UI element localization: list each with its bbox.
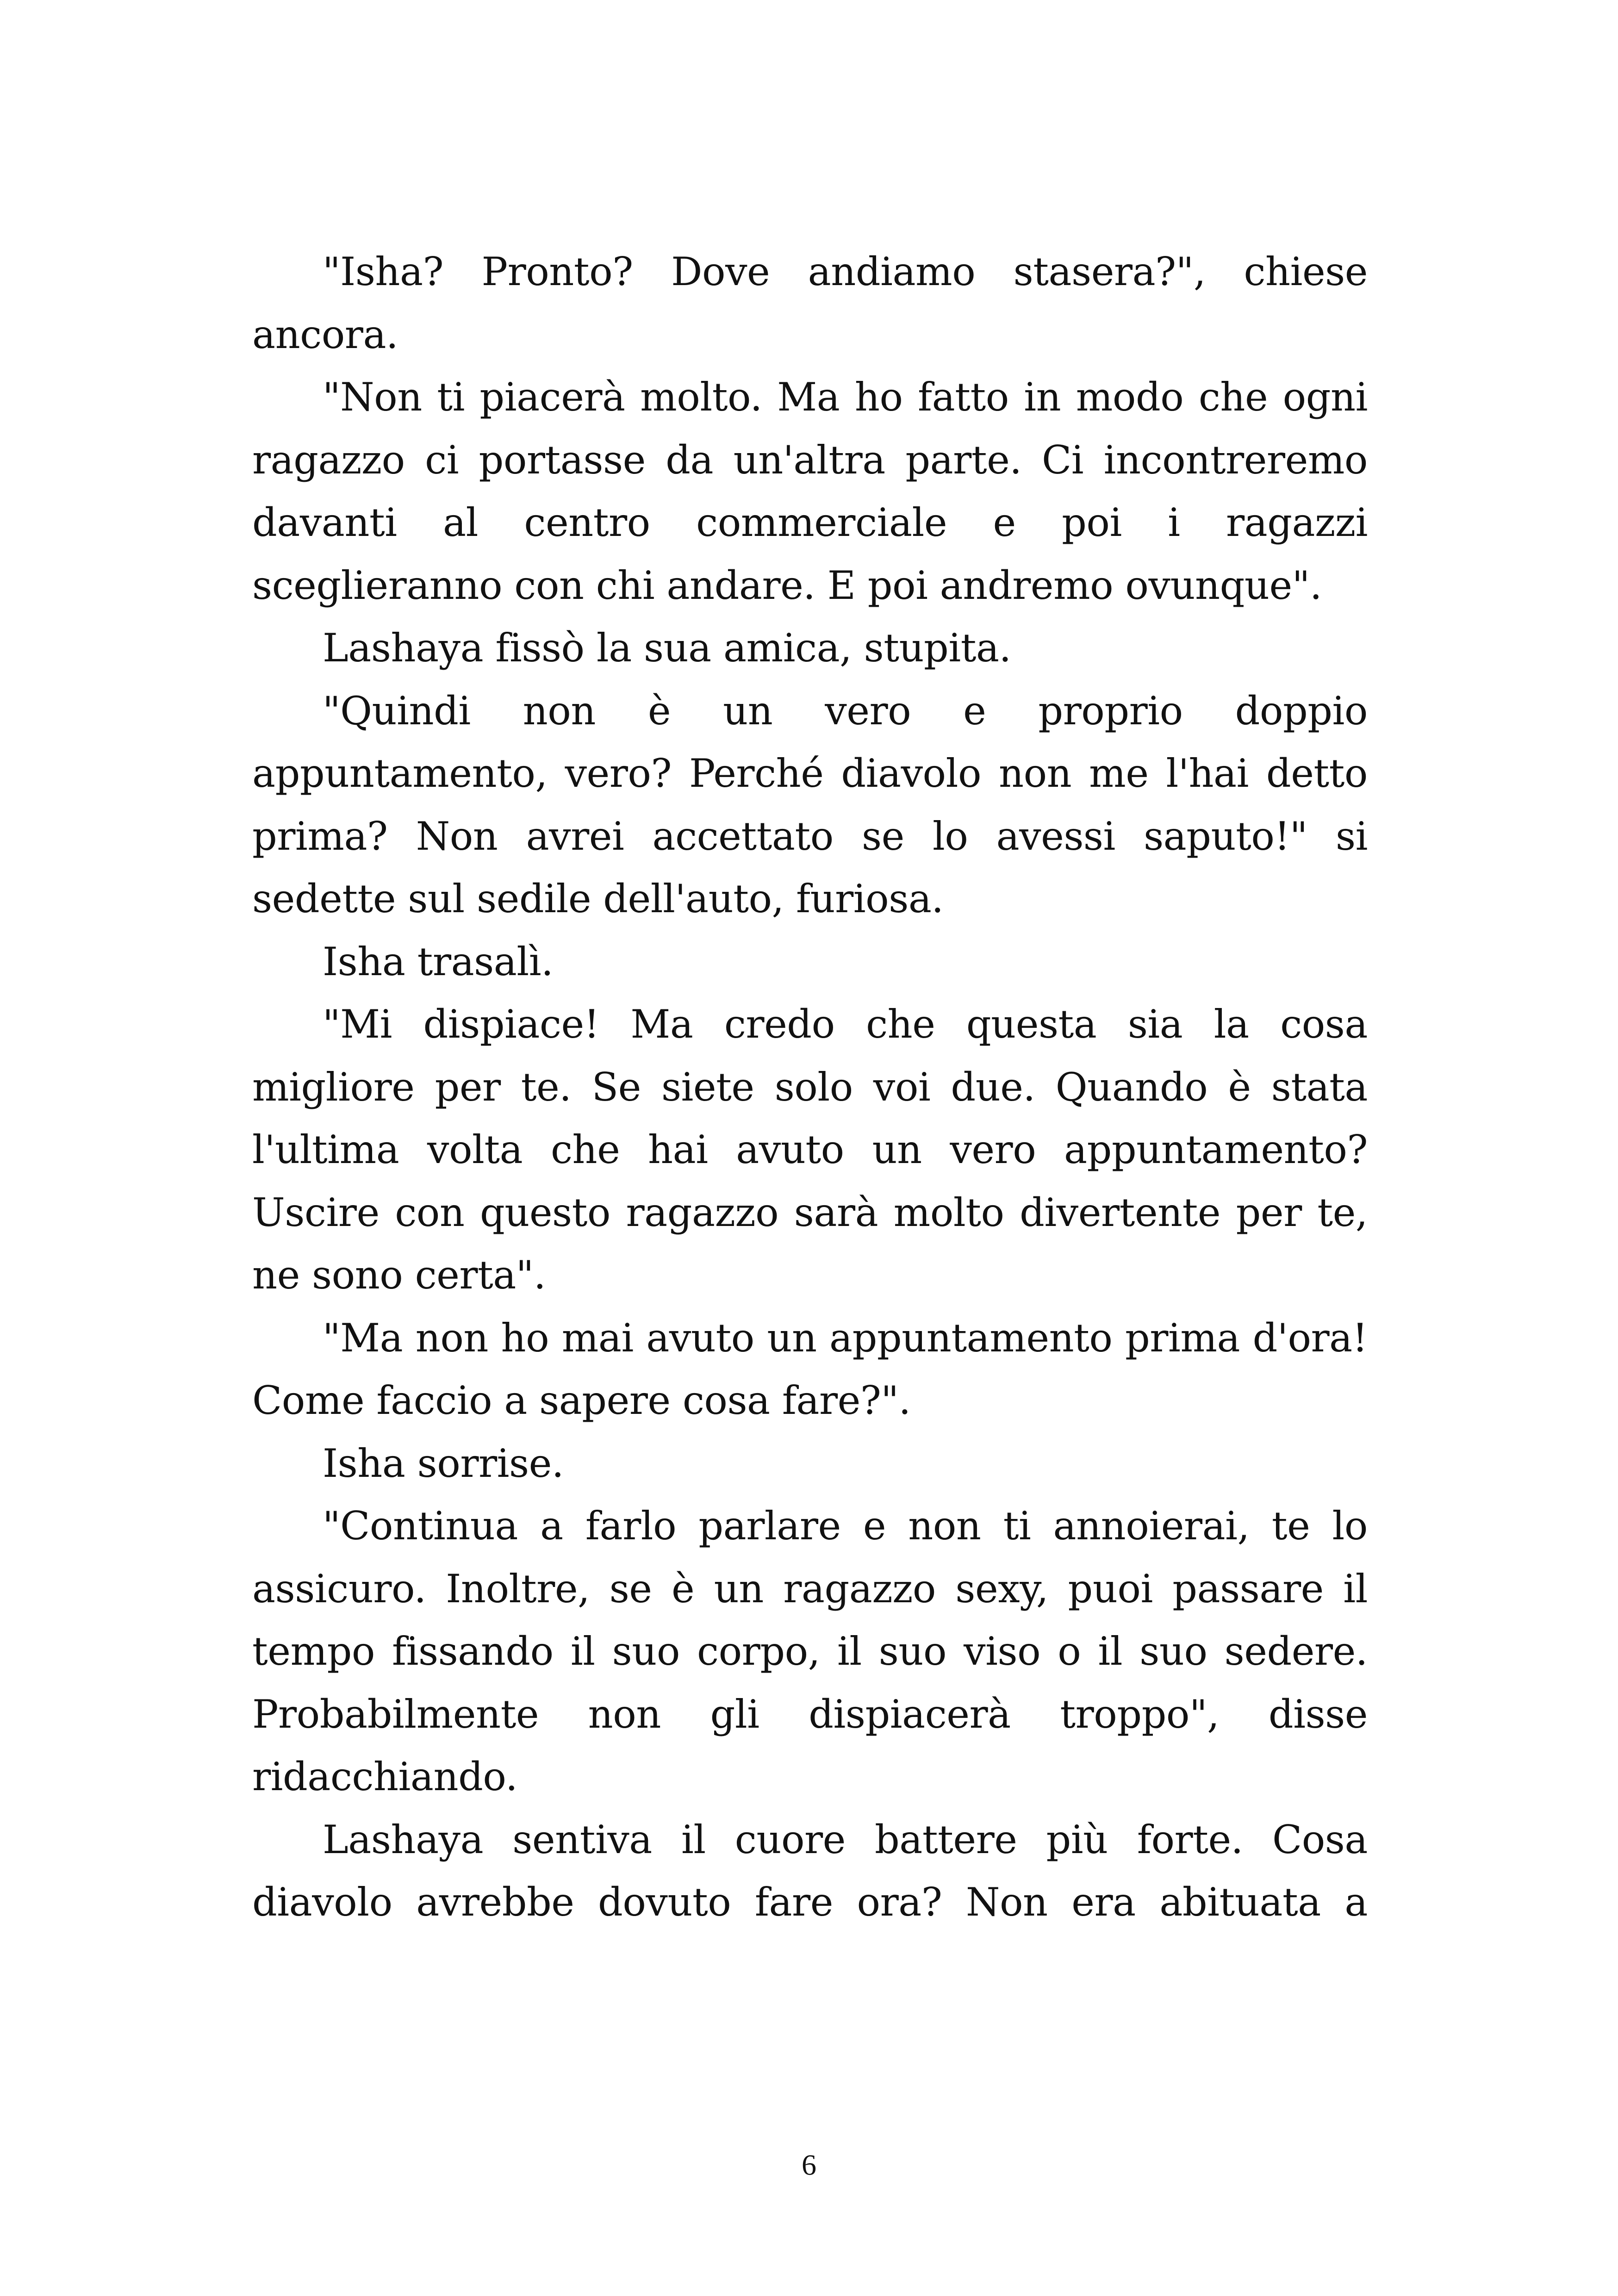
paragraph: Lashaya fissò la sua amica, stupita. (323, 625, 1011, 671)
paragraph-last: Lashaya sentiva il cuore battere più forte. Cosa diavolo avrebbe dovuto fare ora? Non era abituata a (252, 1817, 1368, 1925)
paragraph: "Ma non ho mai avuto un appuntamento prima d'ora! Come faccio a sapere cosa fare?". (252, 1315, 1368, 1423)
paragraph: Isha trasalì. (323, 939, 554, 984)
paragraph: Isha sorrise. (323, 1440, 564, 1486)
paragraph: "Continua a farlo parlare e non ti annoierai, te lo assicuro. Inoltre, se è un ragazzo sexy, puoi passare il tempo fissando il suo corpo, il suo viso o il suo sedere. Probabilmente non gli dispiacerà troppo", disse ridacchiando. (252, 1503, 1368, 1799)
page-number: 6 (802, 2148, 816, 2181)
paragraph: "Quindi non è un vero e proprio doppio appuntamento, vero? Perché diavolo non me l'hai detto prima? Non avrei accettato se lo avessi saputo!" si sedette sul sedile dell'auto, furiosa. (252, 688, 1368, 921)
paragraph: "Isha? Pronto? Dove andiamo stasera?", chiese ancora. (252, 249, 1368, 357)
paragraph: "Mi dispiace! Ma credo che questa sia la cosa migliore per te. Se siete solo voi due. Quando è stata l'ultima volta che hai avuto un vero appuntamento? Uscire con questo ragazzo sarà molto divertente per te, ne sono certa". (252, 1002, 1368, 1298)
body-text (252, 241, 1368, 1934)
paragraph: "Non ti piacerà molto. Ma ho fatto in modo che ogni ragazzo ci portasse da un'altra parte. Ci incontreremo davanti al centro commerciale e poi i ragazzi sceglieranno con chi andare. E poi andremo ovunque". (252, 374, 1368, 608)
